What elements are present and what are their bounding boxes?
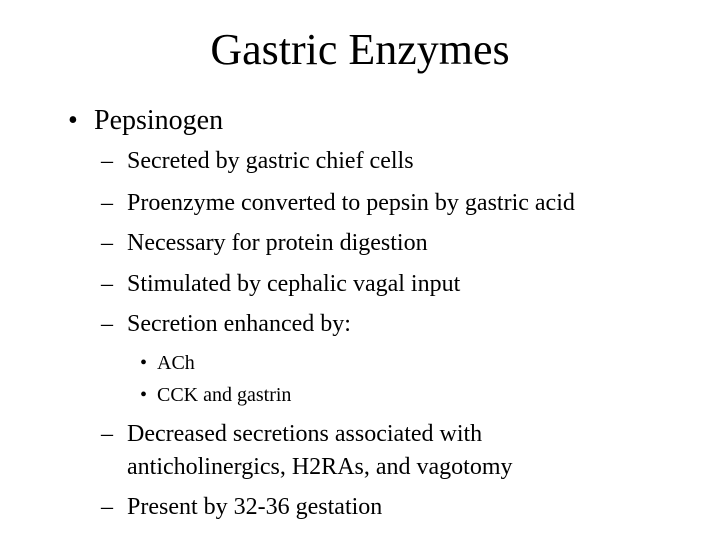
dash-marker: –: [101, 230, 113, 256]
sub-bullet-text: Decreased secretions associated with: [127, 421, 483, 447]
bullet-marker: •: [140, 352, 148, 374]
sub-bullet-text: Proenzyme converted to pepsin by gastric acid: [127, 190, 575, 216]
dash-marker: –: [101, 148, 113, 174]
slide-title: Gastric Enzymes: [210, 25, 510, 74]
bullet-text: Pepsinogen: [94, 105, 224, 136]
sub-bullet-decreased-continued: [127, 452, 513, 482]
dash-marker: –: [101, 494, 113, 520]
enhancer-cck-gastrin: [140, 382, 292, 408]
bullet-marker: •: [140, 384, 148, 406]
enhancer-text: ACh: [157, 352, 195, 374]
enhancer-ach: [140, 350, 195, 376]
sub-bullet-present: [101, 492, 383, 522]
sub-bullet-secreted: [101, 146, 414, 176]
sub-bullet-enhanced: [101, 309, 351, 339]
dash-marker: –: [101, 311, 113, 337]
sub-bullet-text: Necessary for protein digestion: [127, 230, 428, 256]
sub-bullet-text: Present by 32-36 gestation: [127, 494, 383, 520]
dash-marker: –: [101, 271, 113, 297]
enhancer-text: CCK and gastrin: [157, 384, 292, 406]
bullet-marker: •: [68, 105, 78, 136]
sub-bullet-text: Stimulated by cephalic vagal input: [127, 271, 461, 297]
sub-bullet-decreased: [101, 419, 483, 449]
sub-bullet-text: Secreted by gastric chief cells: [127, 148, 414, 174]
sub-bullet-proenzyme: [101, 188, 575, 218]
sub-bullet-necessary: [101, 228, 428, 258]
sub-bullet-text: Secretion enhanced by:: [127, 311, 351, 337]
sub-bullet-stimulated: [101, 269, 461, 299]
bullet-pepsinogen: [68, 104, 223, 138]
sub-bullet-text: anticholinergics, H2RAs, and vagotomy: [127, 454, 513, 480]
dash-marker: –: [101, 190, 113, 216]
dash-marker: –: [101, 421, 113, 447]
